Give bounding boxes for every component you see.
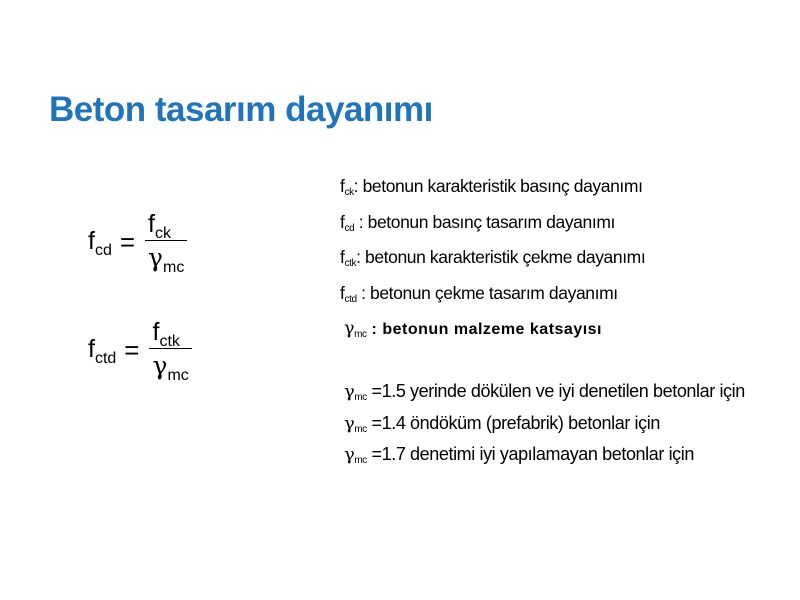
symbol-subscript: ctd — [344, 293, 357, 305]
formula-design-compressive-strength — [88, 210, 187, 276]
symbol-subscript: ctk — [344, 258, 357, 269]
symbol-subscript: mc — [354, 392, 367, 403]
definition-text: : betonun karakteristik basınç dayanımı — [353, 176, 643, 196]
symbol-base: f — [88, 227, 95, 255]
definitions-list — [340, 176, 645, 354]
definition-item — [340, 212, 645, 248]
symbol-subscript: cd — [344, 222, 355, 234]
note-item — [344, 413, 745, 445]
symbol-base: f — [340, 247, 345, 267]
symbol-subscript: mc — [163, 259, 185, 276]
definition-item — [340, 318, 645, 354]
symbol-subscript: mc — [354, 455, 367, 466]
equals-sign: = — [124, 334, 140, 365]
symbol-base: f — [152, 318, 160, 346]
symbol-subscript: mc — [354, 423, 367, 435]
note-text: =1.4 öndöküm (prefabrik) betonlar için — [366, 412, 660, 433]
symbol-base: f — [88, 335, 95, 363]
note-item — [344, 381, 745, 413]
formula-fraction — [149, 318, 191, 384]
symbol-base: γ — [344, 319, 355, 339]
symbol-base: f — [340, 176, 345, 196]
definition-text: : betonun çekme tasarım dayanımı — [356, 282, 618, 303]
fraction-denominator — [145, 241, 187, 276]
symbol-base: f — [340, 211, 345, 232]
definition-item — [340, 283, 645, 319]
symbol-subscript: ck — [155, 225, 171, 242]
definition-item — [340, 247, 645, 283]
note-text: =1.7 denetimi iyi yapılamayan betonlar için — [366, 444, 694, 464]
equals-sign: = — [119, 226, 136, 257]
symbol-subscript: ctk — [159, 333, 180, 350]
formula-design-tensile-strength — [88, 318, 192, 384]
symbol-subscript: mc — [167, 367, 189, 384]
symbol-base: f — [340, 282, 345, 303]
fraction-numerator — [149, 320, 191, 349]
symbol-base: f — [148, 210, 155, 238]
note-item — [344, 444, 745, 476]
symbol-base: γ — [152, 351, 168, 380]
symbol-subscript: ctd — [94, 350, 117, 367]
definition-text: : betonun basınç tasarım dayanımı — [354, 211, 615, 232]
note-text: =1.5 yerinde dökülen ve iyi denetilen betonlar için — [366, 381, 745, 401]
symbol-subscript: ck — [344, 187, 354, 198]
page-title: Beton tasarım dayanımı — [49, 90, 433, 129]
fraction-numerator — [145, 212, 187, 241]
safety-factor-notes — [344, 381, 745, 476]
formula-lhs — [88, 335, 117, 367]
symbol-base: γ — [344, 381, 355, 402]
symbol-base: γ — [148, 243, 163, 272]
formula-fraction — [145, 210, 187, 276]
symbol-base: γ — [344, 412, 355, 434]
fraction-denominator — [149, 349, 191, 384]
formula-lhs — [88, 227, 112, 259]
symbol-subscript: cd — [94, 242, 112, 259]
symbol-subscript: mc — [354, 329, 367, 340]
definition-text: : betonun malzeme katsayısı — [366, 321, 602, 338]
symbol-base: γ — [344, 444, 355, 465]
definition-text: : betonun karakteristik çekme dayanımı — [356, 247, 646, 267]
definition-item — [340, 176, 645, 212]
